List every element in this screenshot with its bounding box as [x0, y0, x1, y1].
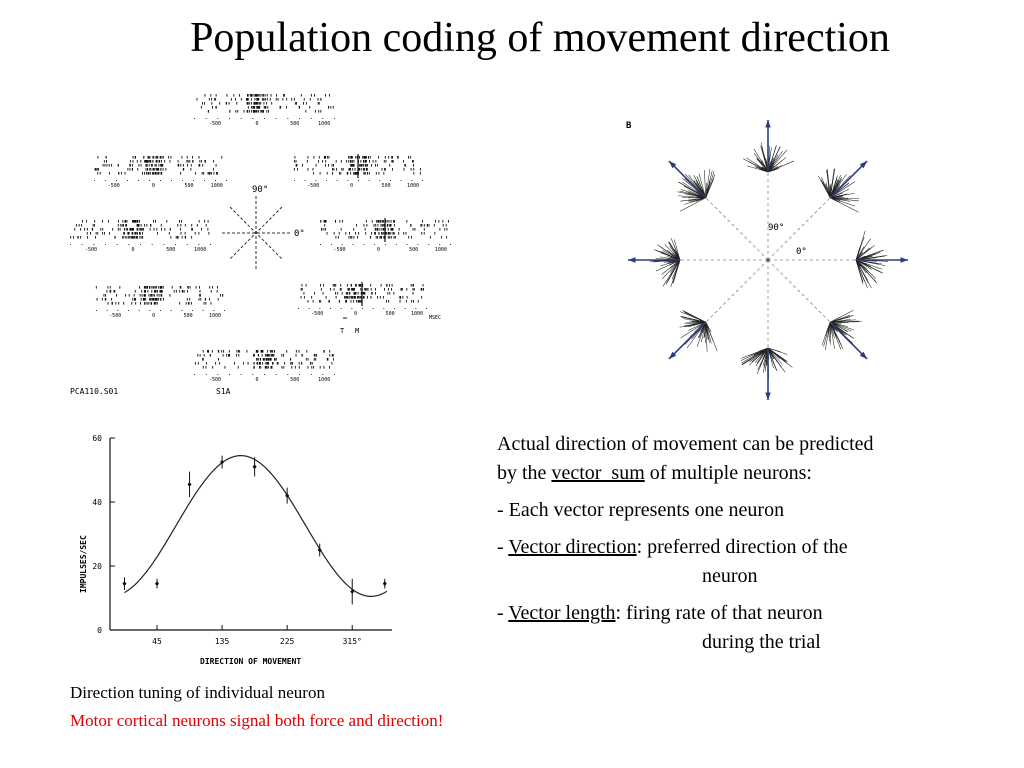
time-axis-dot	[374, 244, 375, 245]
tuning-chart	[70, 428, 400, 678]
tuning-svg	[70, 428, 400, 678]
time-axis-dot	[264, 374, 265, 375]
time-axis-dot	[379, 180, 380, 181]
time-tick-label: 500	[166, 247, 176, 253]
tuning-ticks	[92, 434, 362, 646]
time-axis-dot	[226, 180, 227, 181]
time-axis-dot	[252, 118, 253, 119]
y-tick-label: 0	[97, 626, 102, 635]
data-point	[188, 482, 192, 487]
vector-length-term: Vector length	[508, 602, 616, 624]
tuning-axes	[110, 438, 392, 630]
time-axis-dot	[198, 244, 199, 245]
vector-sum-term: vector sum	[551, 462, 645, 484]
tuning-ylabel: IMPULSES/SEC	[79, 535, 88, 593]
time-axis-dot	[342, 244, 343, 245]
time-axis-dot	[396, 244, 397, 245]
time-tick-label: 500	[184, 183, 194, 189]
time-axis-dot	[252, 374, 253, 375]
time-axis-dot	[93, 244, 94, 245]
tuning-points	[122, 456, 386, 605]
time-axis-dot	[193, 180, 194, 181]
raster-angle-0: 0°	[294, 229, 305, 239]
time-tick-label: 500	[290, 121, 300, 127]
time-axis-dot	[298, 308, 299, 309]
time-axis-dot	[276, 374, 277, 375]
raster-panel	[194, 350, 335, 383]
time-axis-dot	[287, 374, 288, 375]
vector-angle-0: 0°	[796, 247, 807, 257]
x-tick-label: 315°	[342, 637, 362, 646]
time-axis-dot	[160, 310, 161, 311]
time-axis-dot	[405, 308, 406, 309]
direction-axes	[222, 196, 292, 270]
time-axis-dot	[70, 244, 71, 245]
time-axis-dot	[140, 244, 141, 245]
neuron-vector-cluster	[741, 348, 792, 379]
arrow-head	[628, 257, 636, 262]
bullet-each-vector: - Each vector represents one neuron	[497, 499, 785, 521]
bullet-dash: -	[497, 602, 509, 624]
time-tick-label: 500	[385, 311, 395, 317]
time-axis-dot	[390, 180, 391, 181]
time-axis-dot	[309, 308, 310, 309]
vector-length-cont: during the trial	[702, 631, 821, 653]
time-tick-label: -500	[84, 247, 98, 253]
time-axis-dot	[337, 180, 338, 181]
x-tick-label: 225	[279, 637, 295, 646]
population-vector-arrow	[830, 322, 867, 359]
time-axis-dot	[194, 118, 195, 119]
time-tick-label: 0	[152, 313, 156, 319]
raster-panel	[320, 218, 451, 253]
time-axis-dot	[294, 180, 295, 181]
time-tick-label: 1000	[194, 247, 207, 253]
time-axis-dot	[128, 310, 129, 311]
vector-direction-term: Vector direction	[508, 536, 637, 558]
time-axis-dot	[264, 118, 265, 119]
time-axis-dot	[206, 374, 207, 375]
intro-line1: Actual direction of movement can be predicted	[497, 433, 874, 455]
time-axis-dot	[175, 244, 176, 245]
tuning-caption: Direction tuning of individual neuron	[70, 683, 325, 702]
time-axis-dot	[229, 374, 230, 375]
data-point	[122, 581, 126, 586]
time-axis-dot	[311, 118, 312, 119]
data-point	[155, 581, 159, 586]
vector-panel-label: B	[626, 121, 632, 131]
time-axis-dot	[287, 118, 288, 119]
time-axis-dot	[326, 180, 327, 181]
time-axis-dot	[96, 310, 97, 311]
time-axis-dot	[351, 308, 352, 309]
time-tick-label: 500	[290, 377, 300, 383]
time-tick-label: 500	[409, 247, 419, 253]
time-axis-dot	[182, 180, 183, 181]
time-axis-dot	[319, 308, 320, 309]
time-axis-dot	[394, 308, 395, 309]
time-tick-label: 1000	[210, 183, 223, 189]
neuron-vector	[825, 322, 830, 336]
time-axis-dot	[94, 180, 95, 181]
y-tick-label: 40	[92, 498, 102, 507]
time-tick-label: -500	[208, 121, 222, 127]
raster-session-label: S1A	[216, 387, 231, 396]
neuron-vector-cluster	[822, 310, 862, 350]
neuron-vector-cluster	[650, 238, 680, 287]
vector-svg	[618, 112, 918, 402]
time-axis-dot	[107, 310, 108, 311]
data-point	[253, 464, 257, 469]
tuning-fit-curve	[125, 456, 387, 597]
arrow-head	[765, 392, 770, 400]
time-tick-label: -500	[208, 377, 222, 383]
time-axis-dot	[369, 180, 370, 181]
time-axis-dot	[82, 244, 83, 245]
time-tick-label: 1000	[318, 377, 331, 383]
time-axis-dot	[362, 308, 363, 309]
raster-panel	[70, 220, 211, 253]
data-point	[383, 581, 387, 586]
time-tick-label: 0	[376, 247, 381, 253]
time-axis-dot	[322, 374, 323, 375]
time-axis-dot	[215, 180, 216, 181]
time-tick-label: 0	[255, 377, 259, 383]
raster-panel	[94, 156, 227, 189]
tuning-xlabel: DIRECTION OF MOVEMENT	[200, 657, 302, 666]
time-axis-dot	[358, 180, 359, 181]
raster-panel	[294, 154, 423, 189]
time-axis-dot	[347, 180, 348, 181]
time-axis-dot	[363, 244, 364, 245]
time-axis-dot	[139, 310, 140, 311]
time-axis-dot	[163, 244, 164, 245]
time-axis-dot	[194, 374, 195, 375]
slide-title: Population coding of movement direction	[190, 15, 890, 61]
time-axis-dot	[152, 244, 153, 245]
time-axis-dot	[213, 310, 214, 311]
time-axis-dot	[171, 180, 172, 181]
time-axis-dot	[385, 244, 386, 245]
y-tick-label: 60	[92, 434, 102, 443]
time-axis-dot	[334, 118, 335, 119]
time-axis-dot	[383, 308, 384, 309]
time-axis-dot	[160, 180, 161, 181]
time-axis-dot	[426, 308, 427, 309]
time-tick-label: 1000	[318, 121, 331, 127]
time-tick-label: 1000	[411, 311, 424, 317]
raster-marker-m: M	[355, 327, 360, 335]
time-axis-dot	[105, 244, 106, 245]
time-axis-dot	[341, 308, 342, 309]
arrow-head	[765, 120, 770, 128]
time-axis-dot	[401, 180, 402, 181]
time-axis-dot	[192, 310, 193, 311]
intro-pre: by the	[497, 462, 552, 484]
time-tick-label: -500	[107, 183, 120, 189]
time-tick-label: -500	[307, 183, 320, 189]
time-tick-label: 0	[350, 183, 354, 189]
time-tick-label: -500	[311, 311, 324, 317]
time-axis-dot	[210, 244, 211, 245]
time-axis-dot	[299, 118, 300, 119]
time-axis-dot	[128, 244, 129, 245]
time-axis-dot	[331, 244, 332, 245]
time-axis-dot	[299, 374, 300, 375]
x-tick-label: 45	[152, 637, 162, 646]
raster-file-label: PCA110.S01	[70, 387, 119, 396]
time-axis-dot	[181, 310, 182, 311]
vector-length-desc: : firing rate of that neuron	[615, 602, 823, 624]
time-tick-label: 1000	[434, 247, 447, 253]
time-tick-label: -500	[333, 247, 346, 253]
intro-paragraph	[497, 430, 997, 488]
time-axis-dot	[149, 180, 150, 181]
time-axis-dot	[206, 118, 207, 119]
raster-panel	[194, 94, 335, 127]
time-tick-label: 0	[151, 183, 155, 189]
x-tick-label: 135	[214, 637, 230, 646]
raster-rows	[70, 94, 451, 383]
time-tick-label: 500	[183, 313, 193, 319]
time-tick-label: 0	[354, 311, 358, 317]
time-axis-dot	[187, 244, 188, 245]
time-axis-dot	[117, 244, 118, 245]
time-axis-dot	[204, 180, 205, 181]
raster-panel	[298, 282, 427, 317]
time-axis-dot	[276, 118, 277, 119]
time-axis-dot	[415, 308, 416, 309]
time-tick-label: -500	[109, 313, 122, 319]
bullet-dash: -	[497, 536, 509, 558]
y-tick-label: 20	[92, 562, 102, 571]
vector-angle-90: 90°	[768, 223, 785, 233]
time-tick-label: 0	[131, 247, 135, 253]
time-axis-dot	[171, 310, 172, 311]
time-axis-dot	[229, 118, 230, 119]
time-axis-dot	[224, 310, 225, 311]
time-tick-label: 1000	[407, 183, 420, 189]
time-axis-dot	[334, 374, 335, 375]
raster-msec: MSEC	[429, 315, 442, 321]
raster-marker-t: T	[340, 327, 345, 335]
bullet-vector-length	[497, 599, 997, 657]
time-tick-label: 500	[381, 183, 391, 189]
time-tick-label: 1000	[209, 313, 222, 319]
time-axis-dot	[407, 244, 408, 245]
time-axis-dot	[311, 374, 312, 375]
vector-origin	[767, 259, 770, 262]
time-axis-dot	[428, 244, 429, 245]
highlight-caption: Motor cortical neurons signal both force and direction!	[70, 711, 444, 730]
time-axis-dot	[305, 180, 306, 181]
time-axis-dot	[422, 180, 423, 181]
time-axis-dot	[373, 308, 374, 309]
raster-panel	[96, 286, 225, 319]
time-axis-dot	[217, 374, 218, 375]
arrow-head	[900, 257, 908, 262]
population-vector-figure	[618, 112, 918, 402]
vector-direction-cont: neuron	[702, 565, 758, 587]
time-axis-dot	[105, 180, 106, 181]
time-axis-dot	[203, 310, 204, 311]
vector-direction-desc: : preferred direction of the	[636, 536, 848, 558]
time-axis-dot	[322, 118, 323, 119]
time-axis-dot	[116, 180, 117, 181]
raster-angle-90: 90°	[252, 185, 269, 195]
time-axis-dot	[241, 118, 242, 119]
bullet-vector-direction	[497, 533, 997, 591]
intro-post: of multiple neurons:	[644, 462, 812, 484]
time-axis-dot	[320, 244, 321, 245]
time-axis-dot	[138, 180, 139, 181]
time-axis-dot	[450, 244, 451, 245]
time-axis-dot	[241, 374, 242, 375]
time-axis-dot	[411, 180, 412, 181]
time-axis-dot	[353, 244, 354, 245]
population-vector-arrow	[669, 322, 706, 359]
time-axis-dot	[439, 244, 440, 245]
time-axis-dot	[330, 308, 331, 309]
time-tick-label: 0	[255, 121, 259, 127]
explanation-text	[497, 430, 997, 665]
time-axis-dot	[127, 180, 128, 181]
time-axis-dot	[315, 180, 316, 181]
time-axis-dot	[217, 118, 218, 119]
population-vector-arrow	[830, 161, 867, 198]
population-vector-arrow	[669, 161, 706, 198]
raster-svg	[64, 88, 454, 400]
time-axis-dot	[117, 310, 118, 311]
time-axis-dot	[418, 244, 419, 245]
time-axis-dot	[149, 310, 150, 311]
raster-figure	[64, 88, 454, 400]
